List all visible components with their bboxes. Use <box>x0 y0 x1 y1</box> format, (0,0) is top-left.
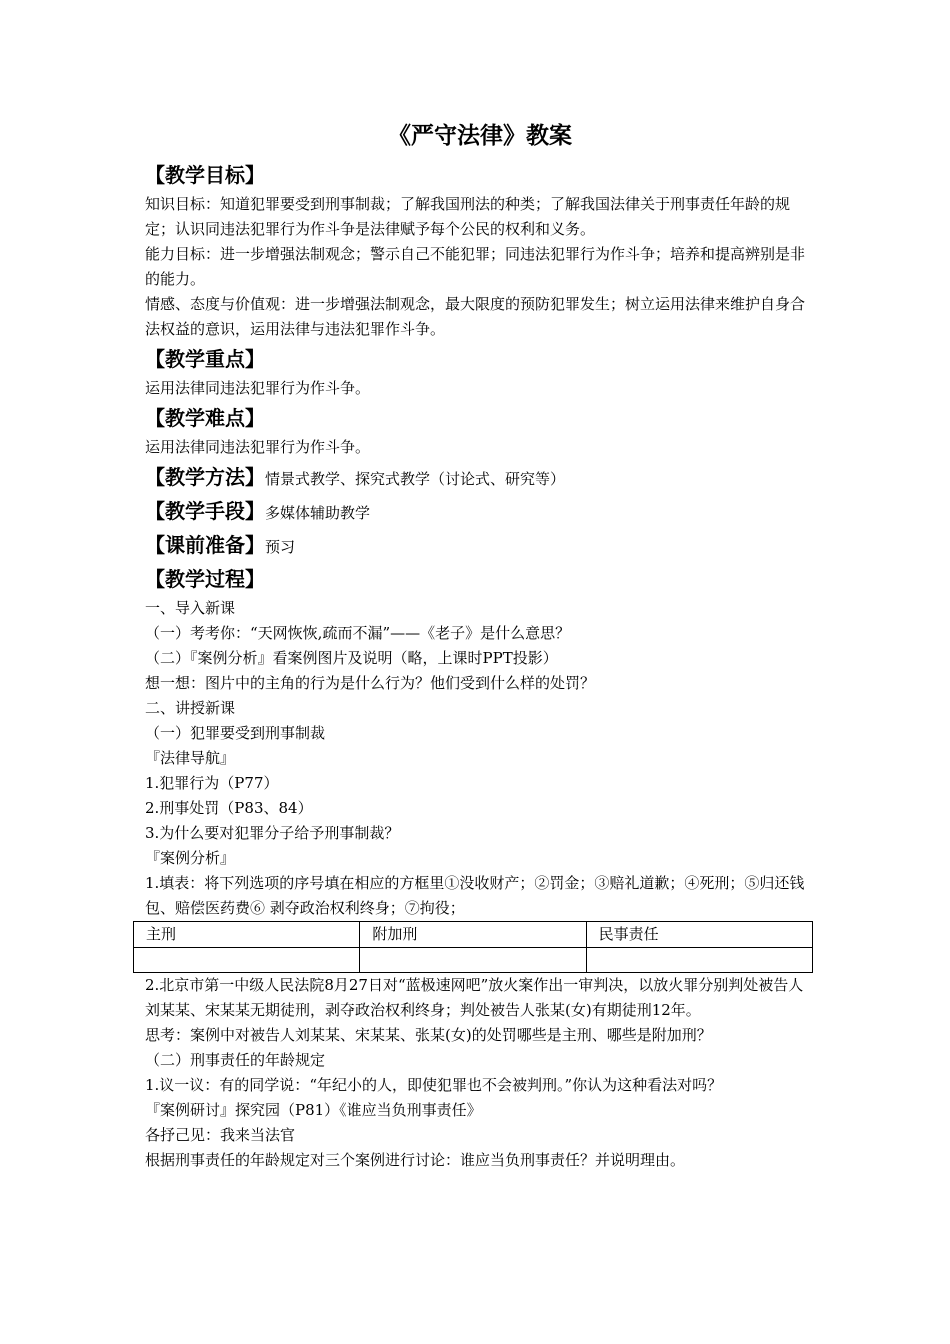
process-line: 『案例分析』 <box>145 849 236 867</box>
heading-method-label: 【教学方法】 <box>145 465 265 489</box>
process-line: 根据刑事责任的年龄规定对三个案例进行讨论：谁应当负刑事责任？并说明理由。 <box>145 1151 686 1169</box>
process-line: 『法律导航』 <box>145 749 236 767</box>
process-line: 3.为什么要对犯罪分子给予刑事制裁？ <box>145 824 400 842</box>
heading-method <box>145 460 815 494</box>
goal-knowledge: 知识目标：知道犯罪要受到刑事制裁；了解我国刑法的种类；了解我国法律关于刑事责任年龄的规定；认识同违法犯罪行为作斗争是法律赋予每个公民的权利和义务。 <box>145 195 791 238</box>
table-cell <box>586 948 812 973</box>
document-title: 《严守法律》教案 <box>388 123 572 149</box>
key-points-text: 运用法律同违法犯罪行为作斗争。 <box>145 379 371 397</box>
table-row <box>134 948 813 973</box>
process-line: （二）『案例分析』看案例图片及说明（略，上课时PPT投影） <box>145 649 558 667</box>
penalty-table <box>133 921 813 973</box>
prep-text: 预习 <box>265 538 296 556</box>
table-header-row <box>134 922 813 948</box>
heading-prep-label: 【课前准备】 <box>145 533 265 557</box>
process-line: 1.犯罪行为（P77） <box>145 774 279 792</box>
table-cell <box>134 948 360 973</box>
heading-goals: 【教学目标】 <box>145 163 265 187</box>
process-line: （一）犯罪要受到刑事制裁 <box>145 724 326 742</box>
goal-attitude: 情感、态度与价值观：进一步增强法制观念，最大限度的预防犯罪发生；树立运用法律来维护自身合法权益的意识，运用法律与违法犯罪作斗争。 <box>145 295 806 338</box>
process-line: 一、导入新课 <box>145 599 236 617</box>
heading-process: 【教学过程】 <box>145 567 265 591</box>
process-line: 思考：案例中对被告人刘某某、宋某某、张某(女)的处罚哪些是主刑、哪些是附加刑？ <box>145 1026 712 1044</box>
process-line: 『案例研讨』探究园（P81）《谁应当负刑事责任》 <box>145 1101 482 1119</box>
heading-difficulty: 【教学难点】 <box>145 406 265 430</box>
means-text: 多媒体辅助教学 <box>265 504 371 522</box>
heading-means <box>145 494 815 528</box>
process-line: 1.填表：将下列选项的序号填在相应的方框里①没收财产；②罚金；③赔礼道歉；④死刑；⑤归还钱包、赔偿医药费⑥ 剥夺政治权利终身；⑦拘役； <box>145 874 805 917</box>
process-line: 2.北京市第一中级人民法院8月27日对“蓝极速网吧”放火案作出一审判决，以放火罪分别判处被告人刘某某、宋某某无期徒刑，剥夺政治权利终身；判处被告人张某(女)有期徒刑12年。 <box>145 976 804 1019</box>
process-line: 想一想：图片中的主角的行为是什么行为？他们受到什么样的处罚？ <box>145 674 596 692</box>
table-header-cell: 民事责任 <box>586 922 812 948</box>
heading-means-label: 【教学手段】 <box>145 499 265 523</box>
table-cell <box>360 948 586 973</box>
process-line: （一）考考你：“天网恢恢,疏而不漏”——《老子》是什么意思？ <box>145 624 571 642</box>
difficulty-text: 运用法律同违法犯罪行为作斗争。 <box>145 438 371 456</box>
method-text: 情景式教学、探究式教学（讨论式、研究等） <box>265 470 566 488</box>
process-line: 二、讲授新课 <box>145 699 236 717</box>
process-line: （二）刑事责任的年龄规定 <box>145 1051 326 1069</box>
goal-ability: 能力目标：进一步增强法制观念；警示自己不能犯罪；同违法犯罪行为作斗争；培养和提高辨别是非的能力。 <box>145 245 806 288</box>
table-header-cell: 主刑 <box>134 922 360 948</box>
process-line: 1.议一议：有的同学说：“年纪小的人，即使犯罪也不会被判刑。”你认为这种看法对吗？ <box>145 1076 723 1094</box>
lesson-plan-page <box>145 118 815 1173</box>
process-line: 2.刑事处罚（P83、84） <box>145 799 313 817</box>
table-header-cell: 附加刑 <box>360 922 586 948</box>
heading-key-points: 【教学重点】 <box>145 347 265 371</box>
heading-prep <box>145 528 815 562</box>
process-line: 各抒己见：我来当法官 <box>145 1126 296 1144</box>
